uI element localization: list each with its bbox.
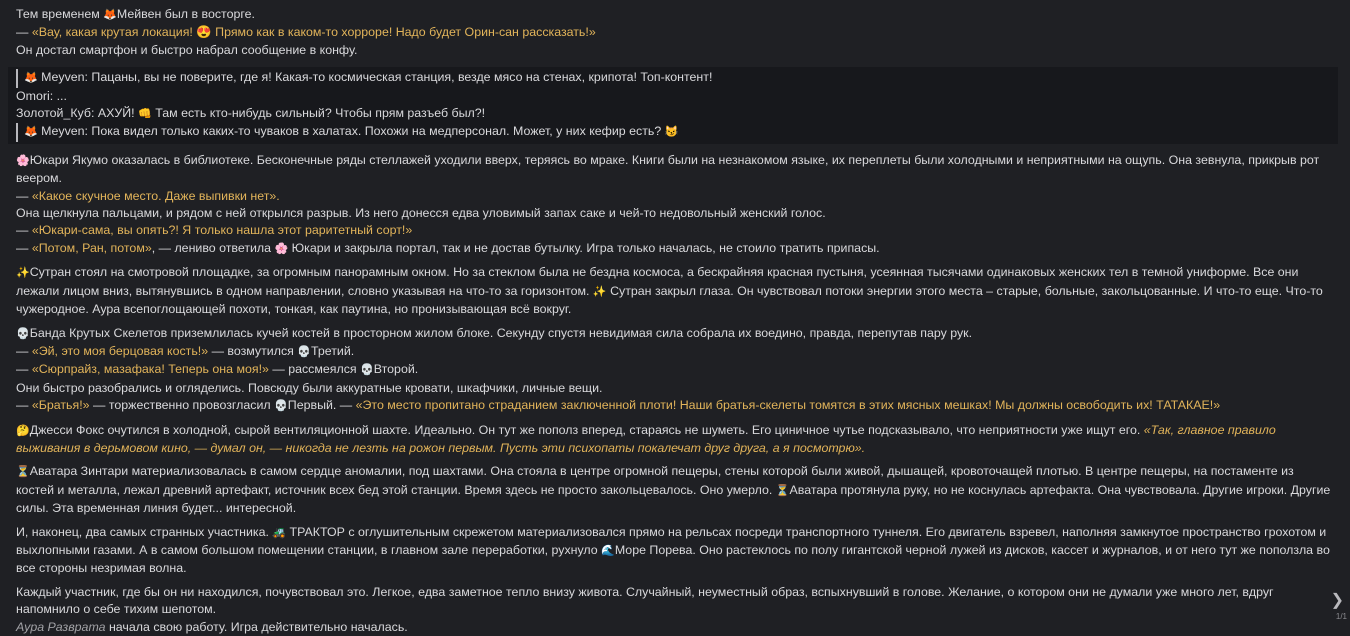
skull-icon: 💀 xyxy=(16,327,30,340)
fox-icon: 🦊 xyxy=(24,72,38,85)
paragraph: 🤔Джесси Фокс очутился в холодной, сырой вентиляционной шахте. Идеально. Он тут же пополз вперед, стараясь не шуметь. Его циничное чутье подсказывало, что неприятности уже ищут его. «Так, главное правило выживания в дерьмовом кино, — думал он, — никогда не лезть на рожон первым. Пусть эти психопаты покалечат друг друга, а я посмотрю». xyxy=(16,422,1276,455)
paragraph: Она щелкнула пальцами, и рядом с ней открылся разрыв. Из него донесся едва уловимый запах саке и чей-то недовольный женский голос. xyxy=(16,206,826,221)
chat-message: Золотой_Куб: АХУЙ! 👊 Там есть кто-нибудь сильный? Чтобы прям разъеб был?! xyxy=(16,106,486,121)
next-page-chevron-icon[interactable]: ❯ xyxy=(1330,592,1344,609)
dialogue-line: — «Юкари-сама, вы опять?! Я только нашла этот раритетный сорт!» xyxy=(16,223,413,238)
dialogue-line: — «Вау, какая крутая локация! 😍 Прямо как в каком-то хорроре! Надо будет Орин-сан рассказать!» xyxy=(16,25,596,40)
flower-icon: 🌸 xyxy=(274,242,289,255)
paragraph: Аура Разврата начала свою работу. Игра действительно началась. xyxy=(16,619,408,634)
inner-thought: выживания в дерьмовом кино, — думал он, — никогда не лезть на рожон первым. Пусть эти психопаты покалечат друг друга, а я посмотрю». xyxy=(16,440,866,455)
hourglass-icon: ⏳ xyxy=(16,466,30,479)
inner-thought: «Так, главное правило xyxy=(1143,422,1276,437)
page-counter: 1/1 xyxy=(1335,612,1347,621)
sparkles-icon: ✨ xyxy=(16,267,30,280)
cat-icon: 😼 xyxy=(664,126,679,139)
chat-quote-block xyxy=(8,67,1338,144)
paragraph: ⏳Аватара Зинтари материализовалась в самом сердце аномалии, под шахтами. Она стояла в центре огромной пещеры, стены которой были живой, дышащей, кровоточащей плотью. В центре пещеры, на постаменте из костей и металла, лежал древний артефакт, источник всех бед этой станции. Время здесь не просто закольцевалось. Оно умерло. ⏳Аватара протянула руку, но не коснулась артефакта. Она чувствовала. Другие игроки. Другие силы. Эта временная линия будет... интересной. xyxy=(16,464,1331,516)
flower-icon: 🌸 xyxy=(16,154,30,167)
skull-icon: 💀 xyxy=(297,345,312,358)
thinking-face-icon: 🤔 xyxy=(16,424,30,437)
dialogue-line: — «Сюрпрайз, мазафака! Теперь она моя!» — рассмеялся 💀Второй. xyxy=(16,362,419,377)
quote: «Потом, Ран, потом» xyxy=(31,240,152,255)
paragraph: ✨Сутран стоял на смотровой площадке, за огромным панорамным окном. Но за стеклом была не бездна космоса, а бескрайняя красная пустыня, усеянная тысячами одинаковых женских тел в темной униформе. Все они лежали лицом вниз, вытянувшись в одном направлении, словно указывая на что-то за горизонтом. ✨ Сутран закрыл глаза. Он чувствовал потоки энергии этого места – старые, больные, закольцованные. И что-то еще. Что-то чужеродное. Аура всепоглощающей похоти, тонкая, как паутина, но пронизывающая всё вокруг. xyxy=(16,265,1323,317)
quote: «Эй, это моя берцовая кость!» xyxy=(31,343,209,358)
fist-icon: 👊 xyxy=(138,108,152,121)
quote: «Юкари-сама, вы опять?! Я только нашла этот раритетный сорт!» xyxy=(31,223,413,238)
paragraph: Он достал смартфон и быстро набрал сообщение в конфу. xyxy=(16,42,358,57)
paragraph: 💀Банда Крутых Скелетов приземлилась кучей костей в просторном жилом блоке. Секунду спустя невидимая сила собрала их воедино, правда, перепутав пару рук. xyxy=(16,325,973,340)
wave-icon: 🌊 xyxy=(601,544,615,557)
aura-name: Аура Разврата xyxy=(16,619,106,634)
sparkles-icon: ✨ xyxy=(592,285,607,298)
dialogue-line: — «Потом, Ран, потом», — лениво ответила 🌸 Юкари и закрыла портал, так и не достав бутылку. Игра только началась, не стоило тратить припасы. xyxy=(16,240,880,255)
dialogue-line: — «Братья!» — торжественно провозгласил 💀Первый. — «Это место пропитано страданием заключенной плоти! Наши братья-скелеты томятся в этих мясных мешках! Мы должны освободить их! ТАТАКАЕ!» xyxy=(16,398,1221,413)
dialogue-line: — «Эй, это моя берцовая кость!» — возмутился 💀Третий. xyxy=(16,343,355,358)
dialogue-line: — «Какое скучное место. Даже выпивки нет». xyxy=(16,188,280,203)
hourglass-icon: ⏳ xyxy=(775,484,790,497)
quote: «Какое скучное место. Даже выпивки нет». xyxy=(31,188,280,203)
quote: «Вау, какая крутая локация! 😍 Прямо как в каком-то хорроре! Надо будет Орин-сан рассказать!» xyxy=(31,25,596,40)
chat-message: 🦊 Meyven: Пока видел только каких-то чуваков в халатах. Похожи на медперсонал. Может, у них кефир есть? 😼 xyxy=(16,123,1338,141)
paragraph: Каждый участник, где бы он ни находился, почувствовал это. Легкое, едва заметное тепло внизу живота. Случайный, неуместный образ, вспыхнувший в голове. Желание, о котором они не думали уже много лет, вдруг напомнило о себе тихим шепотом. xyxy=(16,584,1274,617)
quote: «Это место пропитано страданием заключенной плоти! Наши братья-скелеты томятся в этих мясных мешках! Мы должны освободить их! ТАТАКАЕ!» xyxy=(355,398,1221,413)
tractor-icon: 🚜 xyxy=(272,526,287,539)
paragraph: Они быстро разобрались и огляделись. Повсюду были аккуратные кровати, шкафчики, личные вещи. xyxy=(16,380,603,395)
quote: «Братья!» xyxy=(31,398,90,413)
paragraph: Тем временем 🦊Мейвен был в восторге. xyxy=(16,7,255,21)
skull-icon: 💀 xyxy=(360,364,374,377)
chat-message: Omori: ... xyxy=(16,88,67,103)
message-body xyxy=(16,6,1334,636)
fox-icon: 🦊 xyxy=(24,126,38,139)
quote: «Сюрпрайз, мазафака! Теперь она моя!» xyxy=(31,362,269,377)
paragraph: И, наконец, два самых странных участника. 🚜 ТРАКТОР с оглушительным скрежетом материализовался прямо на рельсах посреди транспортного туннеля. Его двигатель взревел, наполняя замкнутое пространство грохотом и выхлопными газами. А в самом большом помещении станции, в главном зале переработки, рухнуло 🌊Море Порева. Оно растеклось по полу гигантской черной лужей из дисков, кассет и журналов, и от него тут же поползла во все стороны незримая волна. xyxy=(16,524,1330,576)
paragraph: 🌸Юкари Якумо оказалась в библиотеке. Бесконечные ряды стеллажей уходили вверх, теряясь во мраке. Книги были на незнакомом языке, их переплеты были холодными и неприятными на ощупь. Она зевнула, прикрыв рот веером. xyxy=(16,152,1320,186)
fox-icon: 🦊 xyxy=(103,9,117,21)
chat-message: 🦊 Meyven: Пацаны, вы не поверите, где я! Какая-то космическая станция, везде мясо на стенах, крипота! Топ-контент! xyxy=(16,69,1338,87)
skull-icon: 💀 xyxy=(274,400,288,413)
